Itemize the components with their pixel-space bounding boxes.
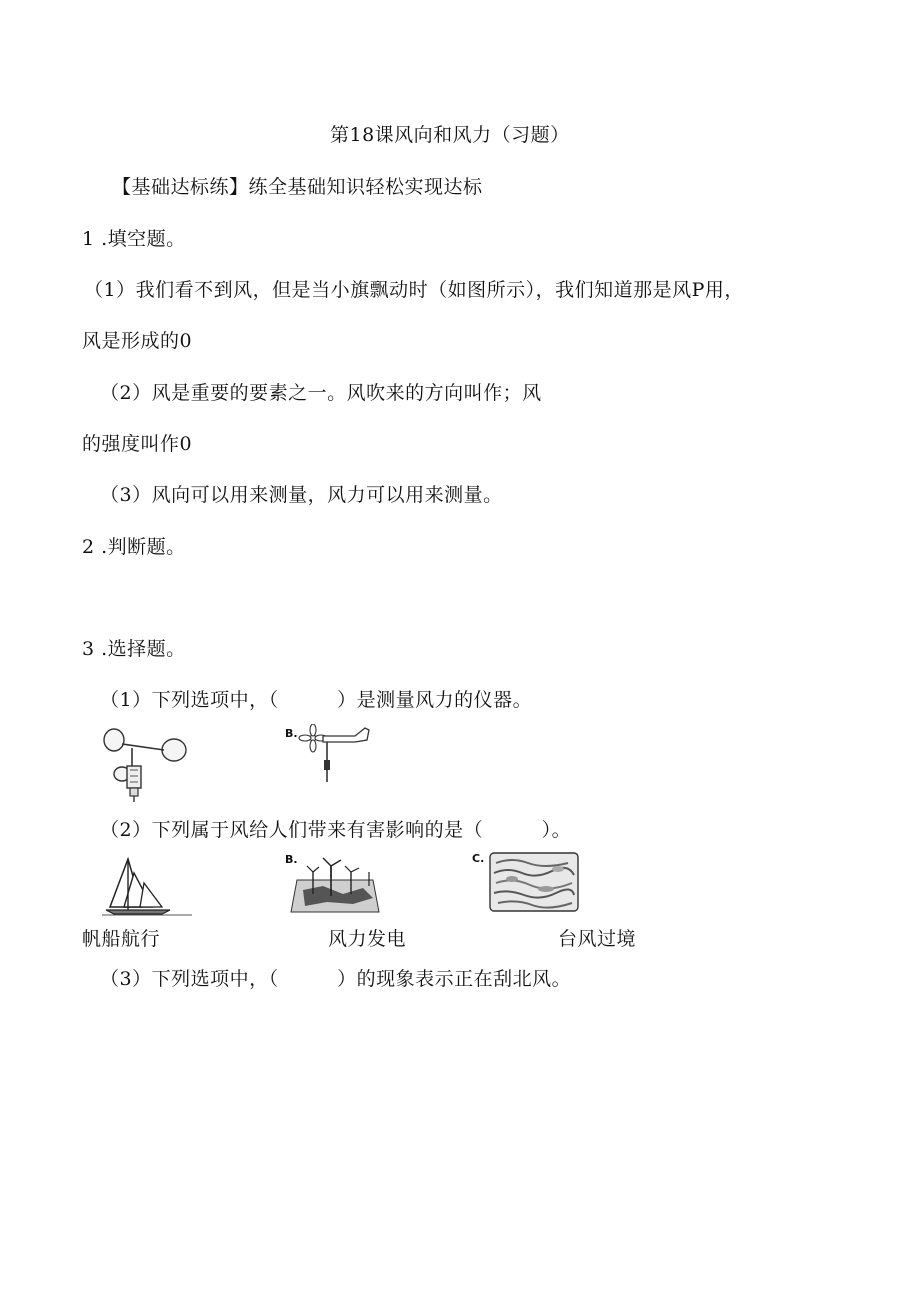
section-header: 【基础达标练】练全基础知识轻松实现达标 xyxy=(112,176,483,198)
sub2-option-c-caption: 台风过境 xyxy=(558,928,637,950)
q2-heading: 2 .判断题。 xyxy=(82,536,186,558)
sub2-option-c-figure xyxy=(472,849,582,915)
q1-part2-line2: 的强度叫作0 xyxy=(82,433,193,455)
wind-turbine-icon xyxy=(283,850,383,918)
q3-sub3: （3）下列选项中，（ ）的现象表示正在刮北风。 xyxy=(100,968,572,990)
option-b-letter: B. xyxy=(285,727,298,740)
page-title: 第18课风向和风力（习题） xyxy=(330,124,570,146)
anemometer-icon xyxy=(100,726,192,804)
q1-part2-line1: （2）风是重要的要素之一。风吹来的方向叫作；风 xyxy=(100,382,542,404)
sub2-option-b-letter: B. xyxy=(285,853,298,866)
sub2-option-a-caption: 帆船航行 xyxy=(82,928,161,950)
q1-heading: 1 .填空题。 xyxy=(82,228,186,250)
sub2-option-b-figure xyxy=(283,850,383,918)
typhoon-icon xyxy=(472,849,582,915)
sub2-option-a-figure xyxy=(100,855,195,917)
q1-part1-line1: （1）我们看不到风，但是当小旗飘动时（如图所示），我们知道那是风P用， xyxy=(84,279,744,301)
sailboat-icon xyxy=(100,855,195,917)
q3-sub2: （2）下列属于风给人们带来有害影响的是（ ）。 xyxy=(100,819,572,841)
option-b-figure xyxy=(283,724,375,786)
sub2-option-b-caption: 风力发电 xyxy=(328,928,407,950)
q3-heading: 3 .选择题。 xyxy=(82,638,186,660)
wind-vane-icon xyxy=(283,724,375,786)
option-a-figure xyxy=(100,726,192,804)
q1-part3: （3）风向可以用来测量，风力可以用来测量。 xyxy=(100,484,503,506)
q1-part1-line2: 风是形成的0 xyxy=(82,330,193,352)
sub2-option-c-letter: C. xyxy=(472,852,485,865)
q3-sub1: （1）下列选项中，（ ）是测量风力的仪器。 xyxy=(100,689,533,711)
